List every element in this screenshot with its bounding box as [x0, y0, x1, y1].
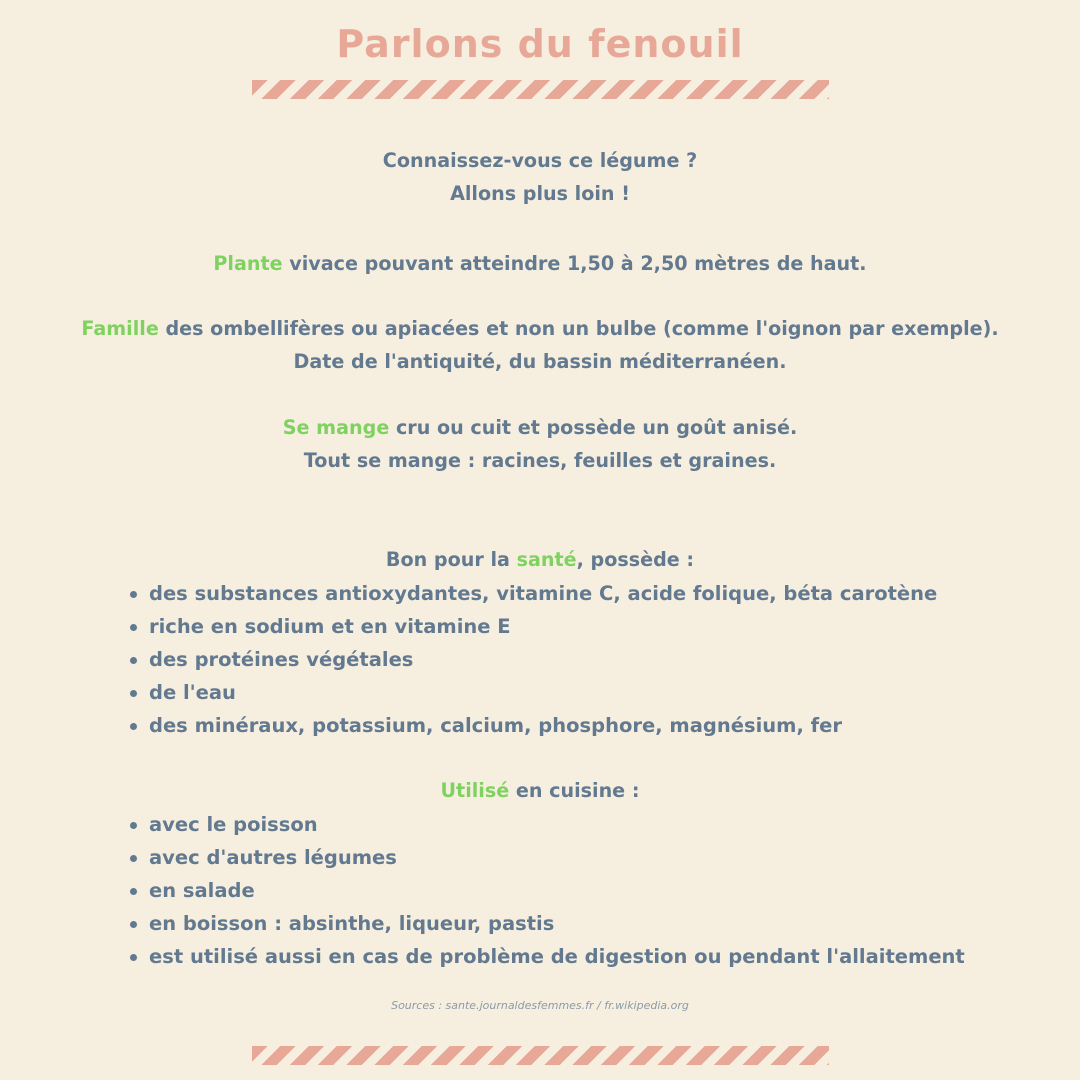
mange-keyword: Se mange	[282, 416, 390, 439]
list-item: en salade	[130, 874, 965, 907]
mange-line-2: Tout se mange : racines, feuilles et graines.	[303, 449, 777, 472]
list-item: des substances antioxydantes, vitamine C, acide folique, béta carotène	[130, 577, 937, 610]
famille-text: des ombellifères ou apiacées et non un bulbe (comme l'oignon par exemple).	[158, 317, 999, 340]
mange-text: cru ou cuit et possède un goût anisé.	[389, 416, 798, 439]
list-item: avec le poisson	[130, 808, 965, 841]
sante-heading	[0, 545, 1080, 575]
sante-after: , possède :	[576, 548, 695, 571]
cuisine-text: en cuisine :	[509, 779, 640, 802]
cuisine-heading	[0, 776, 1080, 806]
plante-text: vivace pouvant atteindre 1,50 à 2,50 mètres de haut.	[282, 252, 867, 275]
sources-note: Sources : sante.journaldesfemmes.fr / fr.wikipedia.org	[391, 999, 689, 1012]
list-item: riche en sodium et en vitamine E	[130, 610, 937, 643]
sante-list	[130, 577, 937, 742]
list-item: avec d'autres légumes	[130, 841, 965, 874]
intro-line-1: Connaissez-vous ce légume ?	[382, 149, 698, 172]
list-item: en boisson : absinthe, liqueur, pastis	[130, 907, 965, 940]
sante-before: Bon pour la	[385, 548, 517, 571]
page-title: Parlons du fenouil	[336, 22, 744, 66]
list-item: des minéraux, potassium, calcium, phosphore, magnésium, fer	[130, 709, 937, 742]
list-item: des protéines végétales	[130, 643, 937, 676]
plante-line	[0, 249, 1080, 279]
intro-line-2: Allons plus loin !	[450, 182, 630, 205]
mange-line	[0, 413, 1080, 443]
famille-line-2: Date de l'antiquité, du bassin méditerranéen.	[293, 350, 787, 373]
top-stripe-divider	[252, 80, 829, 99]
list-item: de l'eau	[130, 676, 937, 709]
sante-keyword: santé	[516, 548, 577, 571]
cuisine-keyword: Utilisé	[440, 779, 510, 802]
cuisine-list	[130, 808, 965, 973]
famille-keyword: Famille	[81, 317, 159, 340]
list-item: est utilisé aussi en cas de problème de digestion ou pendant l'allaitement	[130, 940, 965, 973]
bottom-stripe-divider	[252, 1046, 829, 1065]
plante-keyword: Plante	[213, 252, 283, 275]
famille-line	[0, 314, 1080, 344]
